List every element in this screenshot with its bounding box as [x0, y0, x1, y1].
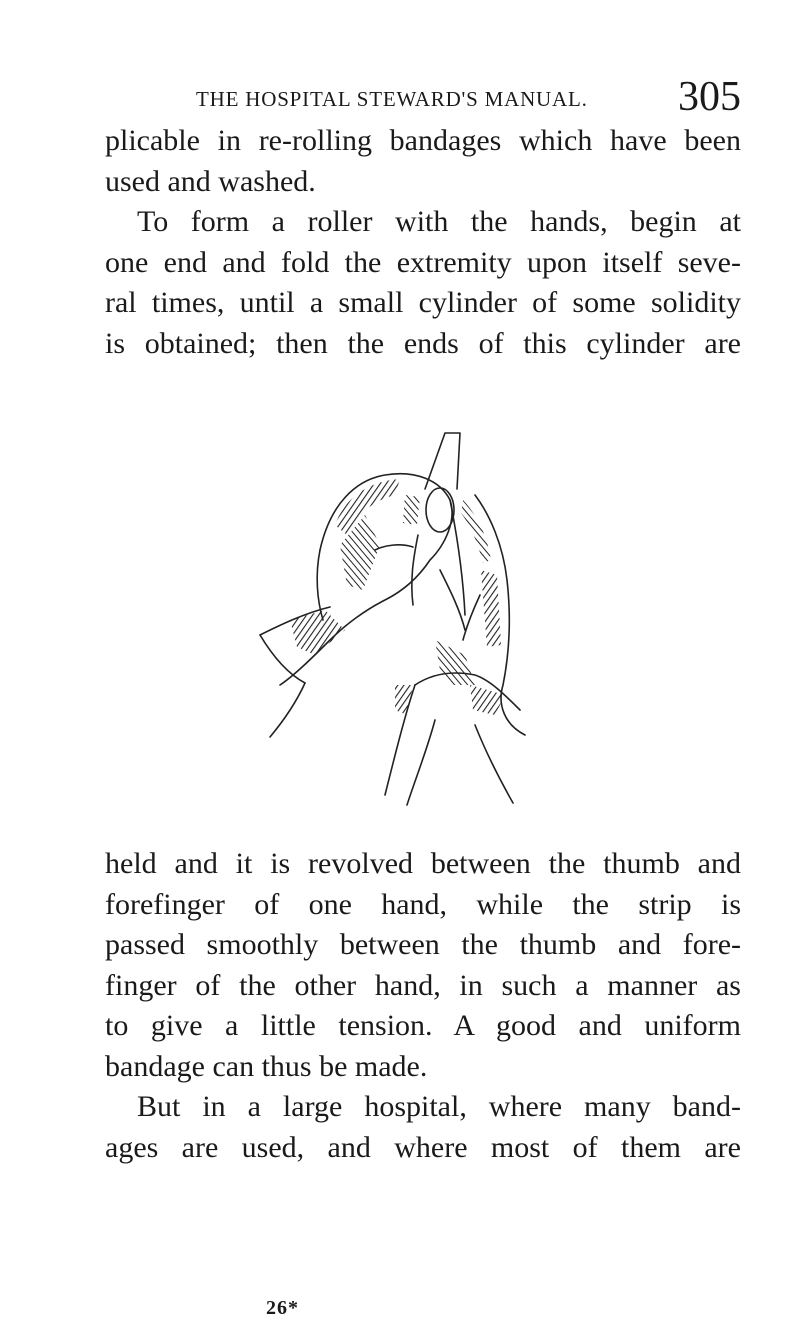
- text-line: one end and fold the extremity upon itself seve-: [105, 245, 741, 279]
- text-line: To form a roller with the hands, begin at: [137, 205, 741, 238]
- text-line: used and washed.: [105, 164, 316, 198]
- text-line: plicable in re-rolling bandages which have been: [105, 124, 741, 157]
- text-line: held and it is revolved between the thumb and: [105, 847, 741, 880]
- text-line: ral times, until a small cylinder of some solidity: [105, 286, 741, 319]
- page-number: 305: [678, 74, 741, 120]
- signature-mark: 26*: [266, 1297, 299, 1319]
- text-line: to give a little tension. A good and uniform: [105, 1009, 741, 1042]
- text-line: is obtained; then the ends of this cylinder are: [105, 326, 741, 360]
- paragraph-bottom: [105, 844, 741, 1168]
- text-line: passed smoothly between the thumb and fore-: [105, 928, 741, 961]
- hands-rolling-bandage-illustration: [235, 385, 555, 825]
- text-line: ages are used, and where most of them are: [105, 1130, 741, 1164]
- text-line: forefinger of one hand, while the strip is: [105, 887, 741, 921]
- text-line: But in a large hospital, where many band-: [137, 1090, 741, 1123]
- paragraph-top: [105, 121, 741, 364]
- text-line: finger of the other hand, in such a manner as: [105, 968, 741, 1002]
- running-head: THE HOSPITAL STEWARD'S MANUAL.: [196, 87, 588, 111]
- page-header: [196, 66, 741, 118]
- text-line: bandage can thus be made.: [105, 1049, 428, 1083]
